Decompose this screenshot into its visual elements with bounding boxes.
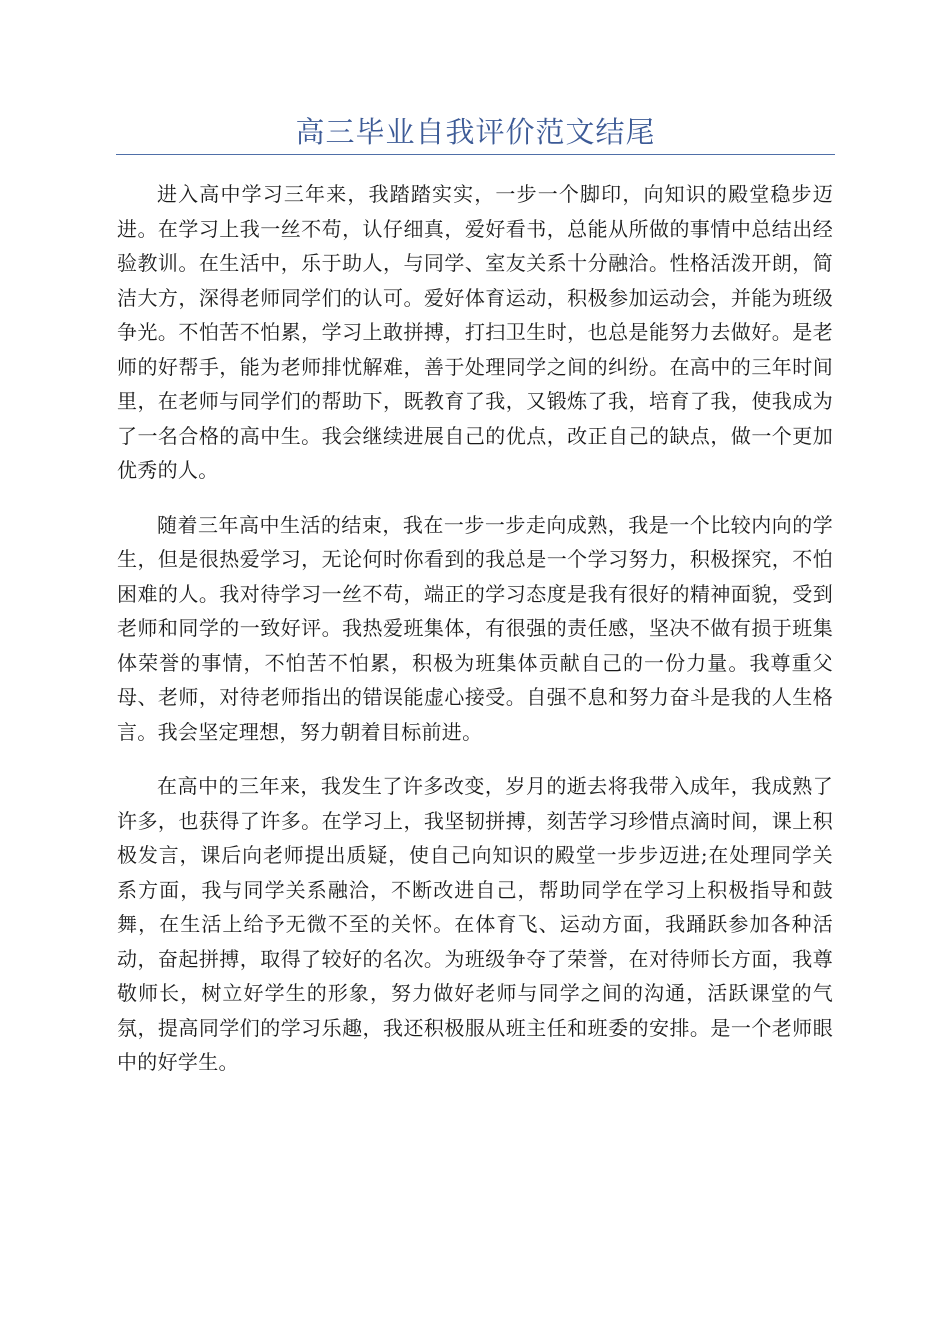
paragraph-3: 在高中的三年来，我发生了许多改变，岁月的逝去将我带入成年，我成熟了许多，也获得了许多。在学习上，我坚韧拼搏，刻苦学习珍惜点滴时间，课上积极发言，课后向老师提出质疑，使自己向知识的殿堂一步步迈进;在处理同学关系方面，我与同学关系融洽，不断改进自己，帮助同学在学习上积极指导和鼓舞，在生活上给予无微不至的关怀。在体育飞、运动方面，我踊跃参加各种活动，奋起拼搏，取得了较好的名次。为班级争夺了荣誉，在对待师长方面，我尊敬师长，树立好学生的形象，努力做好老师与同学之间的沟通，活跃课堂的气氛，提高同学们的学习乐趣，我还积极服从班主任和班委的安排。是一个老师眼中的好学生。 (117, 774, 833, 1074)
document-body (117, 177, 833, 1100)
paragraph-2: 随着三年高中生活的结束，我在一步一步走向成熟，我是一个比较内向的学生，但是很热爱学习，无论何时你看到的我总是一个学习努力，积极探究，不怕困难的人。我对待学习一丝不苟，端正的学习态度是我有很好的精神面貌，受到老师和同学的一致好评。我热爱班集体，有很强的责任感，坚决不做有损于班集体荣誉的事情，不怕苦不怕累，积极为班集体贡献自己的一份力量。我尊重父母、老师，对待老师指出的错误能虚心接受。自强不息和努力奋斗是我的人生格言。我会坚定理想，努力朝着目标前进。 (117, 512, 833, 744)
document-title: 高三毕业自我评价范文结尾 (295, 115, 656, 149)
paragraph-1: 进入高中学习三年来，我踏踏实实，一步一个脚印，向知识的殿堂稳步迈进。在学习上我一丝不苟，认仔细真，爱好看书，总能从所做的事情中总结出经验教训。在生活中，乐于助人，与同学、室友关系十分融洽。性格活泼开朗，简洁大方，深得老师同学们的认可。爱好体育运动，积极参加运动会，并能为班级争光。不怕苦不怕累，学习上敢拼搏，打扫卫生时，也总是能努力去做好。是老师的好帮手，能为老师排忧解难，善于处理同学之间的纠纷。在高中的三年时间里，在老师与同学们的帮助下，既教育了我，又锻炼了我，培育了我，使我成为了一名合格的高中生。我会继续进展自己的优点，改正自己的缺点，做一个更加优秀的人。 (117, 182, 833, 482)
title-underline (116, 154, 835, 155)
